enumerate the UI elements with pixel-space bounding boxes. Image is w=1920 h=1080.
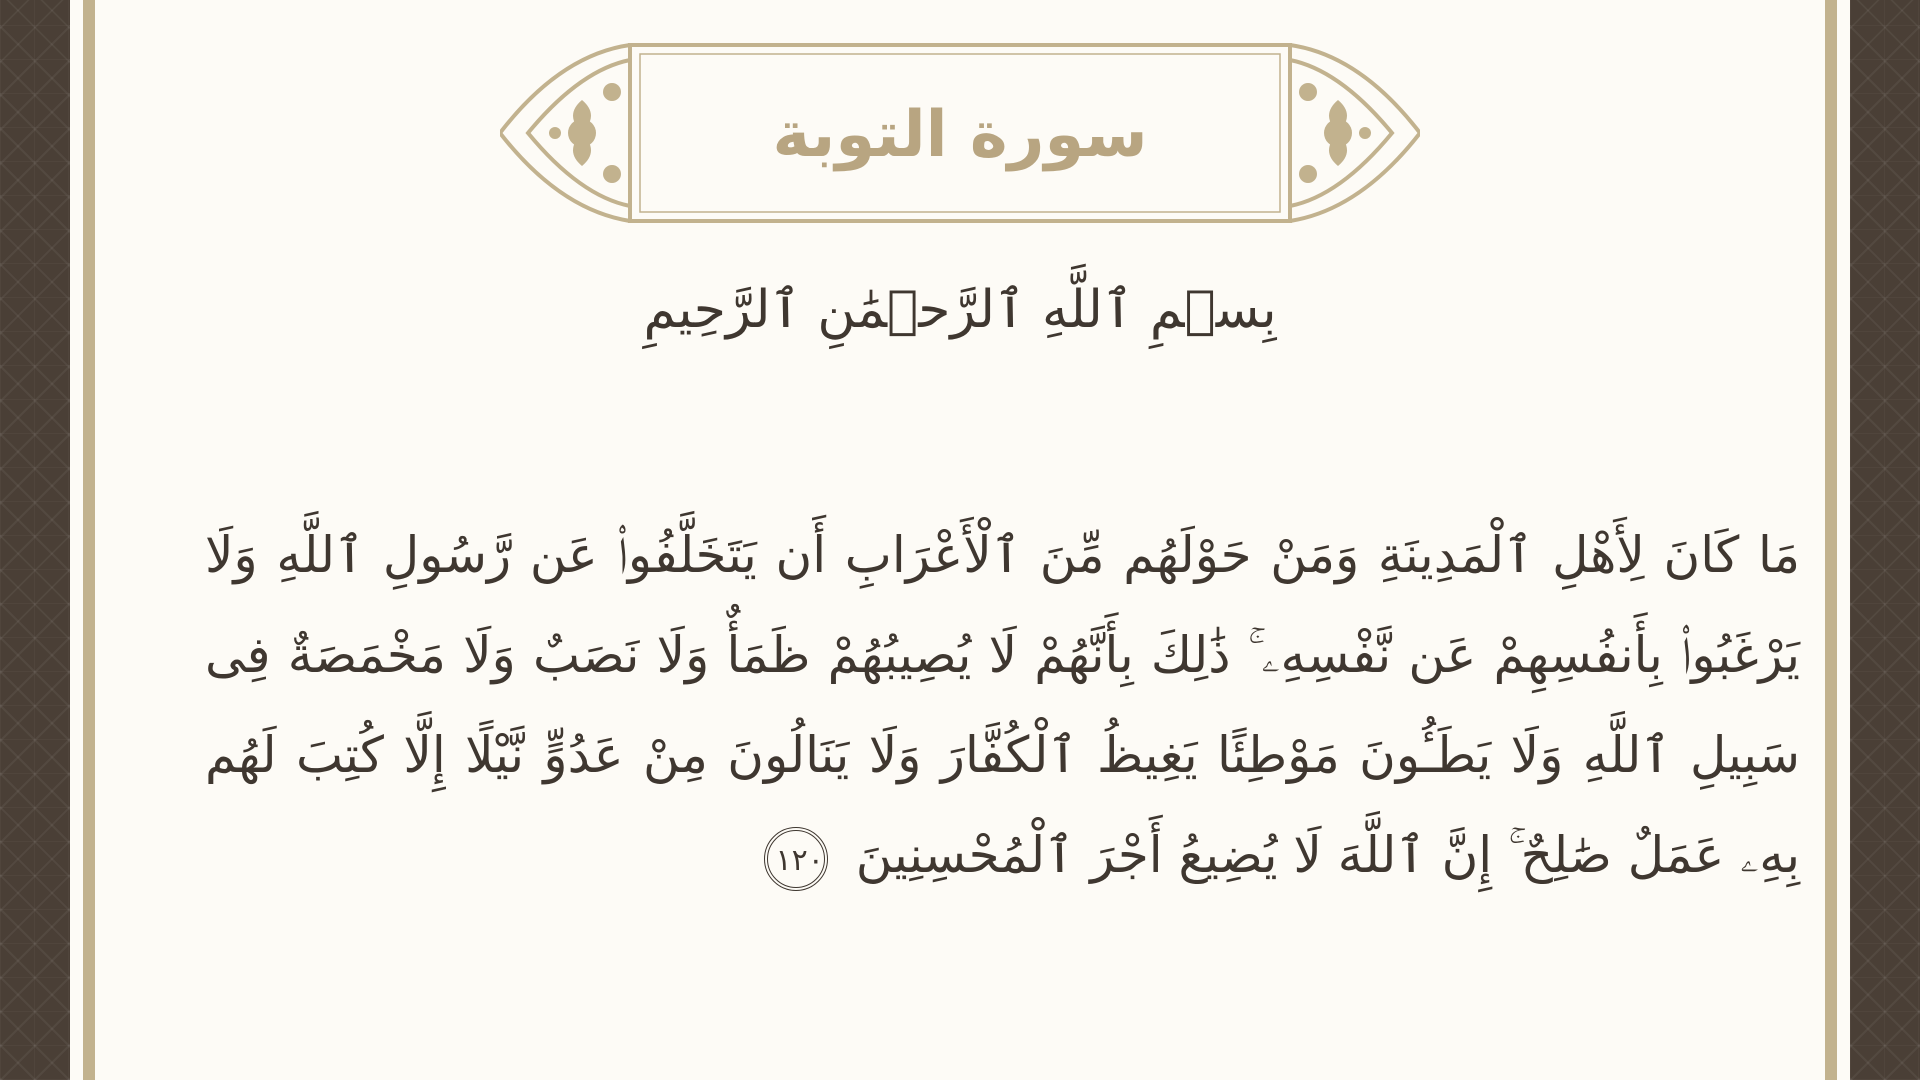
right-pattern-border	[1850, 0, 1920, 1080]
verse-text: مَا كَانَ لِأَهْلِ ٱلْمَدِينَةِ وَمَنْ حَوْلَهُم مِّنَ ٱلْأَعْرَابِ أَن يَتَخَلَّفُوا۟ عَن رَّسُولِ ٱللَّهِ وَلَا يَرْغَبُوا۟ بِأَنفُسِهِمْ عَن نَّفْسِهِۦ ۚ ذَٰلِكَ بِأَنَّهُمْ لَا يُصِيبُهُمْ ظَمَأٌ وَلَا نَصَبٌ وَلَا مَخْمَصَةٌ فِى سَبِيلِ ٱللَّهِ وَلَا يَطَـُٔونَ مَوْطِئًا يَغِيظُ ٱلْكُفَّارَ وَلَا يَنَالُونَ مِنْ عَدُوٍّ نَّيْلًا إِلَّا كُتِبَ لَهُم بِهِۦ عَمَلٌ صَٰلِحٌ ۚ إِنَّ ٱللَّهَ لَا يُضِيعُ أَجْرَ ٱلْمُحْسِنِينَ	[205, 526, 1800, 884]
ayah-number-marker: ١٢٠	[764, 827, 828, 891]
right-gold-rule	[1825, 0, 1837, 1080]
left-gold-rule	[83, 0, 95, 1080]
surah-title: سورة التوبة	[772, 98, 1148, 172]
left-pattern-border	[0, 0, 70, 1080]
basmala: بِسۡمِ ٱللَّهِ ٱلرَّحۡمَٰنِ ٱلرَّحِيمِ	[643, 280, 1277, 340]
surah-title-frame	[500, 40, 1420, 230]
verse-text-block	[205, 505, 1800, 905]
